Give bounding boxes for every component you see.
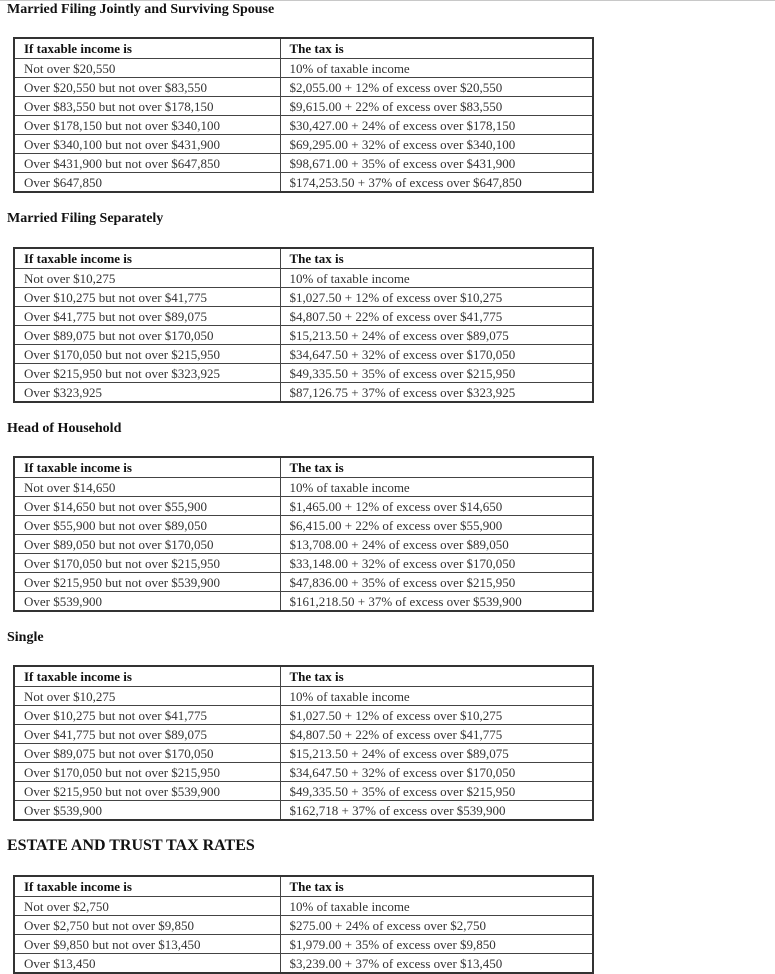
tax-formula-cell: $87,126.75 + 37% of excess over $323,925: [280, 383, 593, 403]
table-header-row: [14, 38, 593, 59]
section-title-estate-and-trust: ESTATE AND TRUST TAX RATES: [7, 837, 255, 854]
tax-rate-table-head-of-household: [13, 456, 594, 612]
tax-formula-cell: $162,718 + 37% of excess over $539,900: [280, 801, 593, 821]
tax-formula-cell: $3,239.00 + 37% of excess over $13,450: [280, 954, 593, 974]
column-header-taxable-income: If taxable income is: [14, 248, 280, 269]
table-header-row: [14, 248, 593, 269]
column-header-taxable-income: If taxable income is: [14, 876, 280, 897]
tax-formula-cell: $161,218.50 + 37% of excess over $539,900: [280, 592, 593, 612]
tax-formula-cell: $49,335.50 + 35% of excess over $215,950: [280, 782, 593, 801]
table-row: [14, 269, 593, 288]
table-row: [14, 364, 593, 383]
table-row: [14, 516, 593, 535]
tax-formula-cell: $9,615.00 + 22% of excess over $83,550: [280, 97, 593, 116]
table-row: [14, 801, 593, 821]
income-bracket-cell: Over $14,650 but not over $55,900: [14, 497, 280, 516]
table-header-row: [14, 666, 593, 687]
tax-rate-table-married-filing-jointly: [13, 37, 594, 193]
tax-formula-cell: $13,708.00 + 24% of excess over $89,050: [280, 535, 593, 554]
table-row: [14, 725, 593, 744]
income-bracket-cell: Over $41,775 but not over $89,075: [14, 725, 280, 744]
income-bracket-cell: Over $10,275 but not over $41,775: [14, 288, 280, 307]
table-row: [14, 935, 593, 954]
income-bracket-cell: Over $170,050 but not over $215,950: [14, 345, 280, 364]
tax-formula-cell: $30,427.00 + 24% of excess over $178,150: [280, 116, 593, 135]
income-bracket-cell: Not over $10,275: [14, 269, 280, 288]
table-row: [14, 497, 593, 516]
tax-formula-cell: 10% of taxable income: [280, 687, 593, 706]
table-row: [14, 687, 593, 706]
tax-formula-cell: $1,979.00 + 35% of excess over $9,850: [280, 935, 593, 954]
tax-formula-cell: $98,671.00 + 35% of excess over $431,900: [280, 154, 593, 173]
tax-formula-cell: $174,253.50 + 37% of excess over $647,850: [280, 173, 593, 193]
column-header-tax: The tax is: [280, 876, 593, 897]
income-bracket-cell: Over $431,900 but not over $647,850: [14, 154, 280, 173]
tax-formula-cell: 10% of taxable income: [280, 59, 593, 78]
table-row: [14, 897, 593, 916]
income-bracket-cell: Over $2,750 but not over $9,850: [14, 916, 280, 935]
tax-formula-cell: $2,055.00 + 12% of excess over $20,550: [280, 78, 593, 97]
tax-formula-cell: $34,647.50 + 32% of excess over $170,050: [280, 345, 593, 364]
table-row: [14, 478, 593, 497]
table-header-row: [14, 457, 593, 478]
tax-formula-cell: $6,415.00 + 22% of excess over $55,900: [280, 516, 593, 535]
section-title-single: Single: [7, 630, 44, 645]
table-row: [14, 573, 593, 592]
column-header-tax: The tax is: [280, 248, 593, 269]
section-title-head-of-household: Head of Household: [7, 421, 122, 436]
tax-rate-table-estate-and-trust: [13, 875, 594, 974]
table-row: [14, 173, 593, 193]
tax-formula-cell: $47,836.00 + 35% of excess over $215,950: [280, 573, 593, 592]
income-bracket-cell: Over $83,550 but not over $178,150: [14, 97, 280, 116]
top-divider: [0, 0, 775, 1]
income-bracket-cell: Over $647,850: [14, 173, 280, 193]
column-header-tax: The tax is: [280, 457, 593, 478]
income-bracket-cell: Over $539,900: [14, 801, 280, 821]
table-row: [14, 954, 593, 974]
table-row: [14, 78, 593, 97]
tax-formula-cell: $15,213.50 + 24% of excess over $89,075: [280, 326, 593, 345]
tax-rate-table-single: [13, 665, 594, 821]
table-row: [14, 763, 593, 782]
table-row: [14, 307, 593, 326]
income-bracket-cell: Over $539,900: [14, 592, 280, 612]
table-row: [14, 554, 593, 573]
income-bracket-cell: Over $215,950 but not over $539,900: [14, 782, 280, 801]
income-bracket-cell: Over $89,050 but not over $170,050: [14, 535, 280, 554]
income-bracket-cell: Over $170,050 but not over $215,950: [14, 763, 280, 782]
tax-formula-cell: 10% of taxable income: [280, 478, 593, 497]
table-row: [14, 782, 593, 801]
income-bracket-cell: Over $89,075 but not over $170,050: [14, 744, 280, 763]
column-header-tax: The tax is: [280, 38, 593, 59]
tax-formula-cell: 10% of taxable income: [280, 269, 593, 288]
tax-formula-cell: $1,027.50 + 12% of excess over $10,275: [280, 288, 593, 307]
income-bracket-cell: Not over $20,550: [14, 59, 280, 78]
column-header-taxable-income: If taxable income is: [14, 38, 280, 59]
income-bracket-cell: Over $9,850 but not over $13,450: [14, 935, 280, 954]
income-bracket-cell: Not over $2,750: [14, 897, 280, 916]
tax-formula-cell: $15,213.50 + 24% of excess over $89,075: [280, 744, 593, 763]
tax-formula-cell: $1,465.00 + 12% of excess over $14,650: [280, 497, 593, 516]
income-bracket-cell: Over $170,050 but not over $215,950: [14, 554, 280, 573]
table-row: [14, 535, 593, 554]
tax-formula-cell: 10% of taxable income: [280, 897, 593, 916]
income-bracket-cell: Over $10,275 but not over $41,775: [14, 706, 280, 725]
section-title-married-filing-jointly: Married Filing Jointly and Surviving Spouse: [7, 2, 275, 17]
table-row: [14, 326, 593, 345]
income-bracket-cell: Not over $14,650: [14, 478, 280, 497]
tax-formula-cell: $49,335.50 + 35% of excess over $215,950: [280, 364, 593, 383]
income-bracket-cell: Not over $10,275: [14, 687, 280, 706]
table-row: [14, 288, 593, 307]
income-bracket-cell: Over $41,775 but not over $89,075: [14, 307, 280, 326]
column-header-tax: The tax is: [280, 666, 593, 687]
tax-formula-cell: $275.00 + 24% of excess over $2,750: [280, 916, 593, 935]
table-row: [14, 706, 593, 725]
table-row: [14, 592, 593, 612]
table-row: [14, 744, 593, 763]
section-title-married-filing-separately: Married Filing Separately: [7, 211, 164, 226]
tax-formula-cell: $1,027.50 + 12% of excess over $10,275: [280, 706, 593, 725]
tax-formula-cell: $69,295.00 + 32% of excess over $340,100: [280, 135, 593, 154]
table-row: [14, 116, 593, 135]
table-row: [14, 59, 593, 78]
income-bracket-cell: Over $55,900 but not over $89,050: [14, 516, 280, 535]
table-row: [14, 383, 593, 403]
table-row: [14, 97, 593, 116]
tax-formula-cell: $4,807.50 + 22% of excess over $41,775: [280, 307, 593, 326]
income-bracket-cell: Over $215,950 but not over $539,900: [14, 573, 280, 592]
table-row: [14, 345, 593, 364]
income-bracket-cell: Over $20,550 but not over $83,550: [14, 78, 280, 97]
table-row: [14, 135, 593, 154]
income-bracket-cell: Over $13,450: [14, 954, 280, 974]
column-header-taxable-income: If taxable income is: [14, 457, 280, 478]
income-bracket-cell: Over $178,150 but not over $340,100: [14, 116, 280, 135]
income-bracket-cell: Over $215,950 but not over $323,925: [14, 364, 280, 383]
income-bracket-cell: Over $340,100 but not over $431,900: [14, 135, 280, 154]
income-bracket-cell: Over $89,075 but not over $170,050: [14, 326, 280, 345]
table-row: [14, 154, 593, 173]
table-row: [14, 916, 593, 935]
column-header-taxable-income: If taxable income is: [14, 666, 280, 687]
tax-formula-cell: $4,807.50 + 22% of excess over $41,775: [280, 725, 593, 744]
tax-formula-cell: $34,647.50 + 32% of excess over $170,050: [280, 763, 593, 782]
tax-formula-cell: $33,148.00 + 32% of excess over $170,050: [280, 554, 593, 573]
table-header-row: [14, 876, 593, 897]
income-bracket-cell: Over $323,925: [14, 383, 280, 403]
tax-rate-table-married-filing-separately: [13, 247, 594, 403]
